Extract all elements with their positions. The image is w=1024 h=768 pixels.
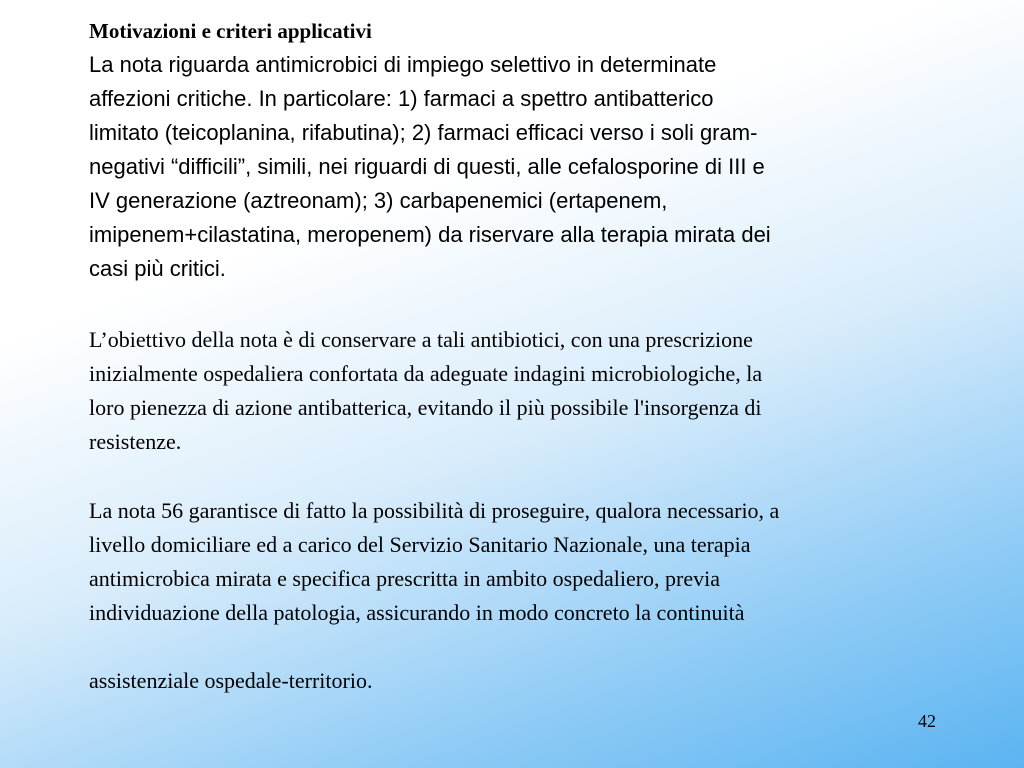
paragraph-line: casi più critici.: [89, 256, 226, 281]
paragraph-line: imipenem+cilastatina, meropenem) da riservare alla terapia mirata dei: [89, 222, 771, 247]
paragraph-line: affezioni critiche. In particolare: 1) farmaci a spettro antibatterico: [89, 86, 714, 111]
paragraph-line: antimicrobica mirata e specifica prescritta in ambito ospedaliero, previa: [89, 566, 721, 591]
paragraph-line: inizialmente ospedaliera confortata da adeguate indagini microbiologiche, la: [89, 361, 763, 386]
paragraph-line: La nota riguarda antimicrobici di impiego selettivo in determinate: [89, 52, 717, 77]
paragraph-note-scope: [89, 48, 989, 286]
paragraph-line: assistenziale ospedale-territorio.: [89, 668, 373, 693]
paragraph-line: L’obiettivo della nota è di conservare a tali antibiotici, con una prescrizione: [89, 327, 753, 352]
paragraph-line: negativi “difficili”, simili, nei riguardi di questi, alle cefalosporine di III e: [89, 154, 765, 179]
paragraph-continuation: [89, 664, 1009, 698]
page-number: 42: [918, 711, 936, 731]
paragraph-line: resistenze.: [89, 429, 182, 454]
paragraph-line: La nota 56 garantisce di fatto la possibilità di proseguire, qualora necessario, a: [89, 498, 780, 523]
slide-heading: Motivazioni e criteri applicativi: [89, 19, 372, 43]
paragraph-line: limitato (teicoplanina, rifabutina); 2) farmaci efficaci verso i soli gram-: [89, 120, 758, 145]
paragraph-objective: [89, 323, 1009, 459]
paragraph-line: livello domiciliare ed a carico del Servizio Sanitario Nazionale, una terapia: [89, 532, 751, 557]
paragraph-line: loro pienezza di azione antibatterica, evitando il più possibile l'insorgenza di: [89, 395, 762, 420]
paragraph-note-56: [89, 494, 1009, 630]
paragraph-line: individuazione della patologia, assicurando in modo concreto la continuità: [89, 600, 745, 625]
paragraph-line: IV generazione (aztreonam); 3) carbapenemici (ertapenem,: [89, 188, 668, 213]
